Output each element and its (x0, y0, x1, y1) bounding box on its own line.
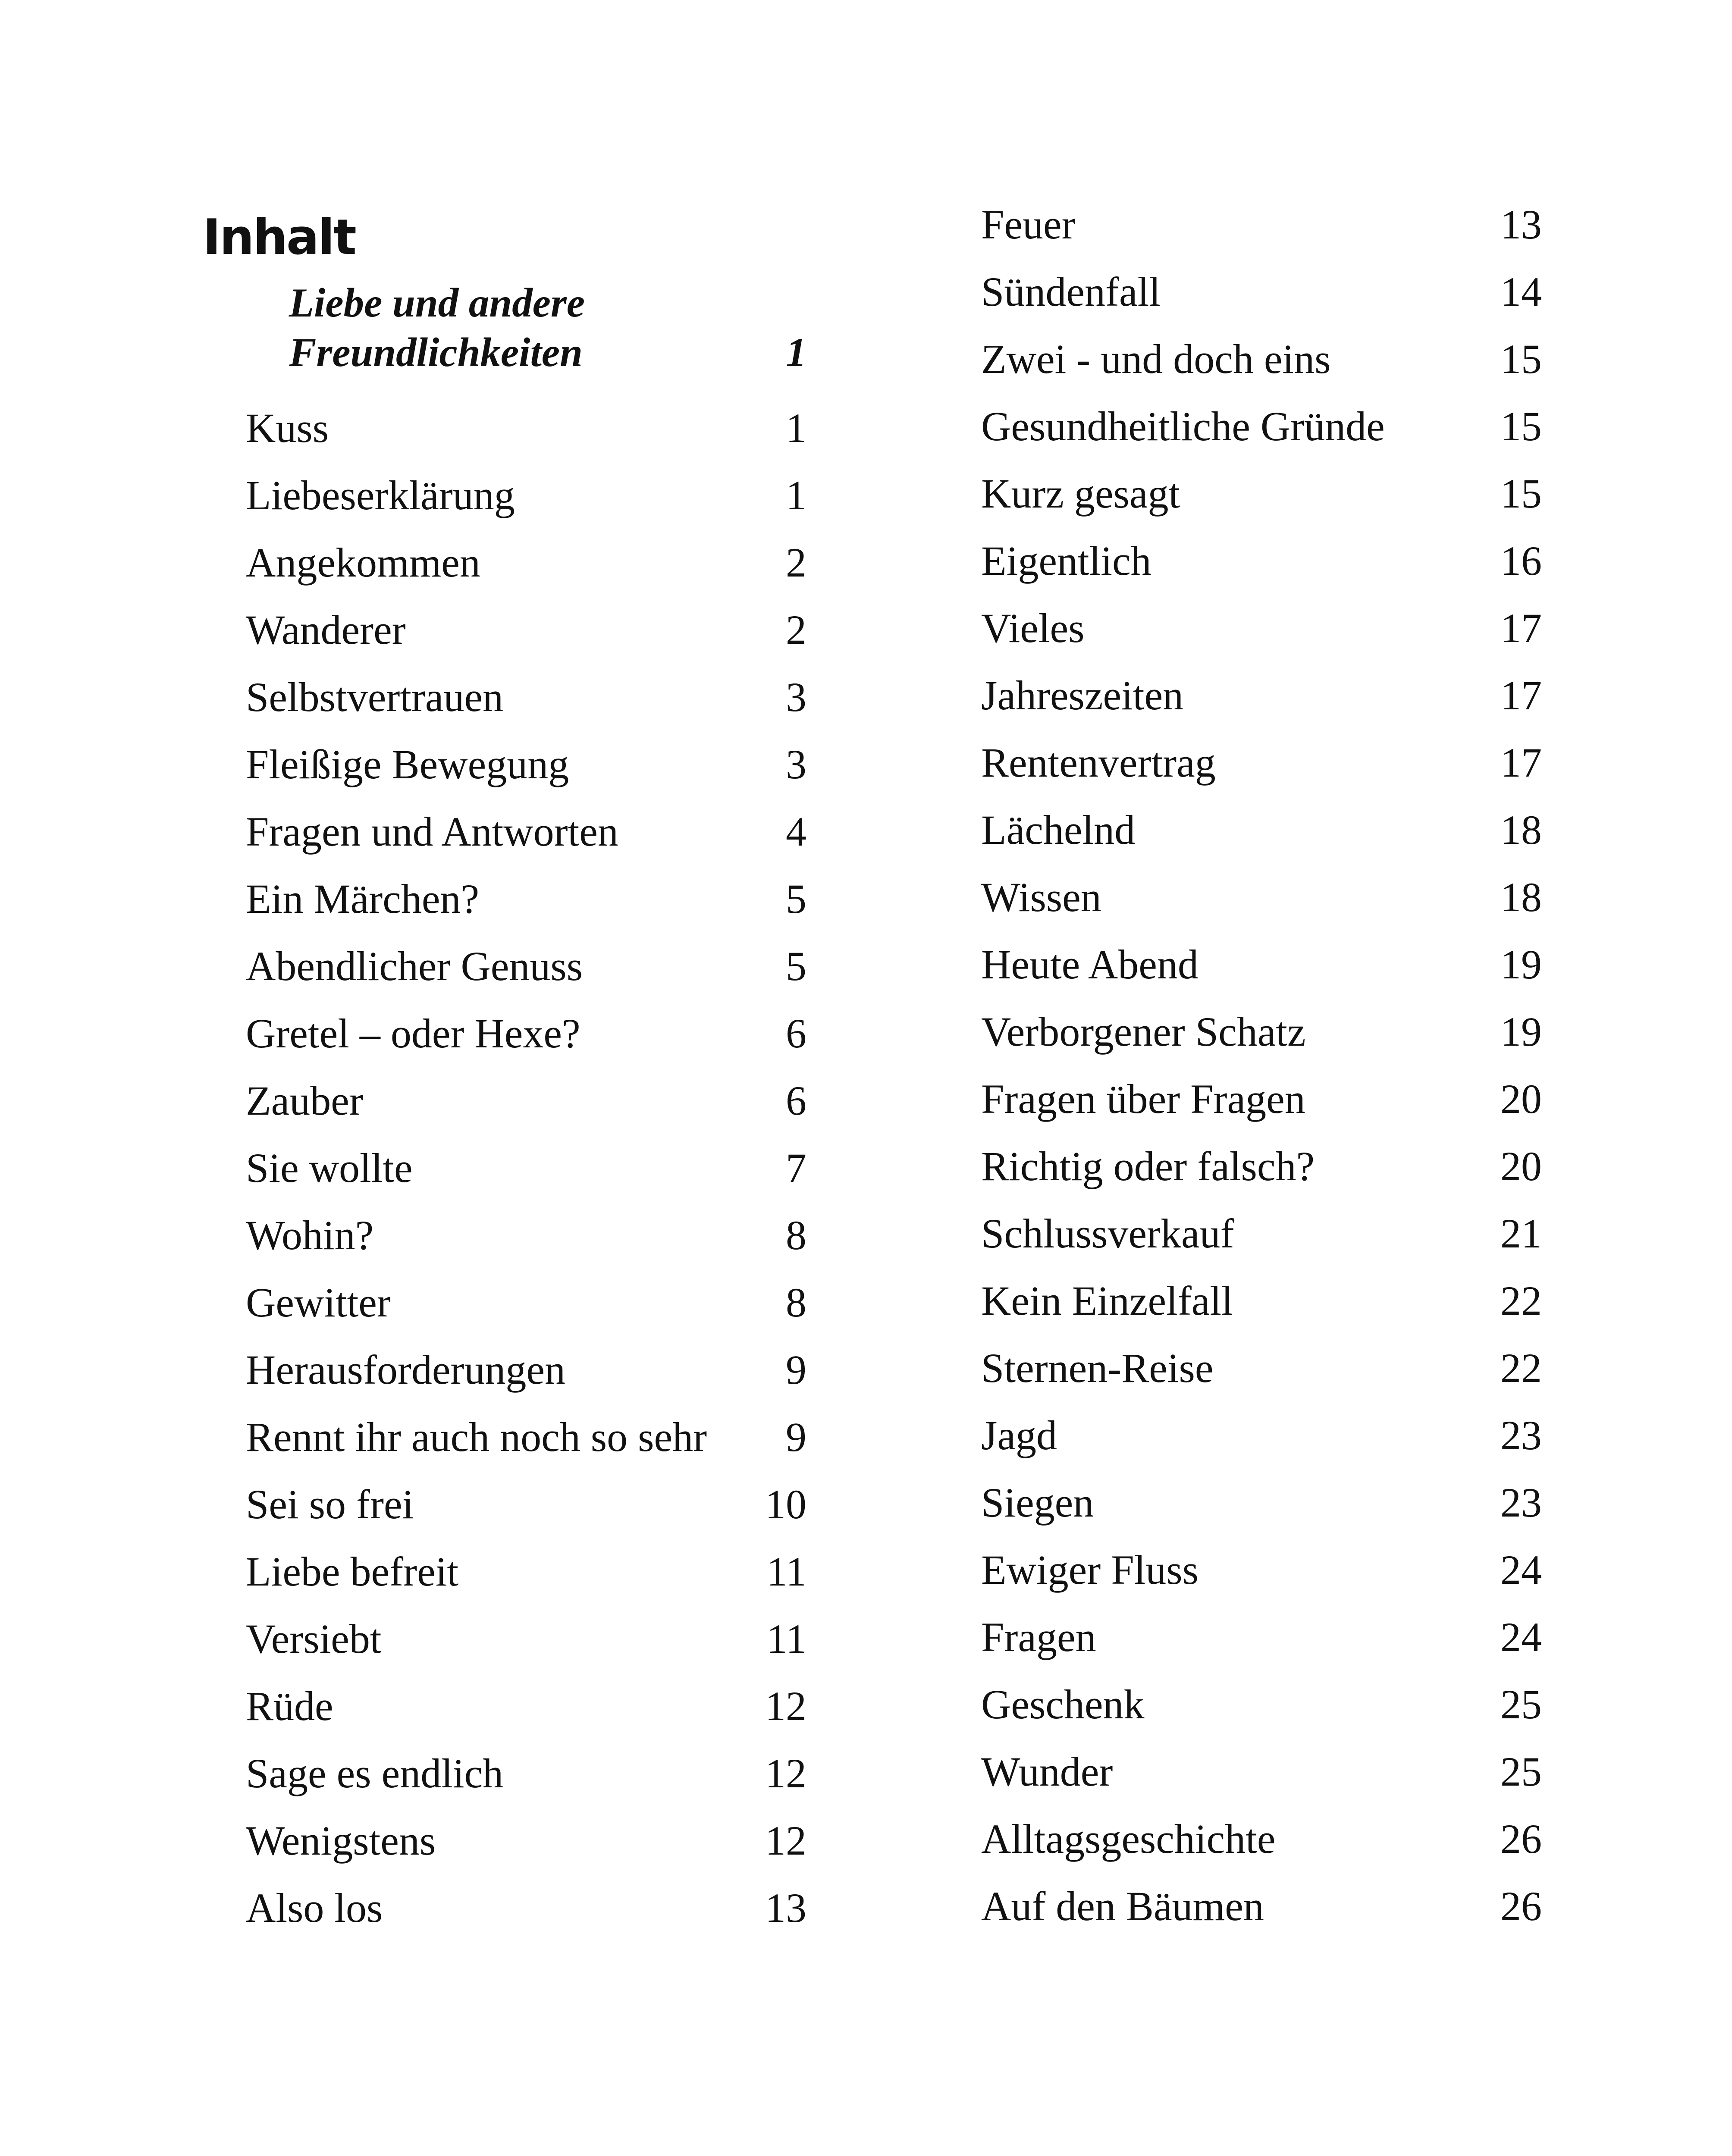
toc-entry-title: Jagd (981, 1412, 1057, 1458)
toc-entry[interactable] (981, 1536, 1542, 1604)
toc-entry[interactable] (246, 865, 806, 933)
toc-entry-title: Rennt ihr auch noch so sehr (246, 1414, 707, 1460)
toc-entry-title: Wohin? (246, 1212, 374, 1258)
toc-entry[interactable] (981, 595, 1542, 662)
toc-entry-title: Gretel – oder Hexe? (246, 1010, 580, 1056)
toc-entry-title: Sage es endlich (246, 1750, 504, 1796)
toc-entry-page-number: 11 (766, 1616, 806, 1662)
toc-entry[interactable] (246, 1067, 806, 1134)
toc-entry[interactable] (246, 1807, 806, 1874)
toc-entry-title: Gesundheitliche Gründe (981, 403, 1385, 449)
toc-entry-title: Alltagsgeschichte (981, 1816, 1276, 1862)
toc-entry-page-number: 2 (786, 539, 806, 586)
toc-entry-title: Heute Abend (981, 941, 1199, 987)
toc-entry[interactable] (246, 1874, 806, 1942)
toc-entry[interactable] (246, 933, 806, 1000)
toc-entry-page-number: 9 (786, 1414, 806, 1460)
toc-entry[interactable] (981, 460, 1542, 527)
toc-entry-title: Jahreszeiten (981, 672, 1184, 718)
toc-entry-page-number: 20 (1500, 1076, 1542, 1122)
toc-entry-title: Sternen-Reise (981, 1345, 1214, 1391)
toc-entry[interactable] (246, 798, 806, 865)
toc-entry-title: Sündenfall (981, 269, 1161, 315)
toc-entry-title: Kurz gesagt (981, 470, 1180, 517)
toc-entry[interactable] (981, 1604, 1542, 1671)
toc-entry[interactable] (981, 191, 1542, 258)
toc-entry-title: Rentenvertrag (981, 740, 1216, 786)
toc-entry[interactable] (981, 1805, 1542, 1873)
toc-entry-page-number: 14 (1500, 269, 1542, 315)
toc-entry-title: Rüde (246, 1683, 333, 1729)
toc-entry-page-number: 3 (786, 741, 806, 787)
toc-entry-page-number: 8 (786, 1279, 806, 1326)
toc-entry-page-number: 12 (765, 1750, 806, 1796)
toc-entry-page-number: 6 (786, 1078, 806, 1124)
toc-entry[interactable] (981, 1402, 1542, 1469)
toc-entry-page-number: 2 (786, 607, 806, 653)
toc-entry-title: Kein Einzelfall (981, 1278, 1233, 1324)
toc-entry-title: Fragen (981, 1614, 1096, 1660)
toc-entry-title: Abendlicher Genuss (246, 943, 583, 989)
toc-entry-page-number: 15 (1500, 403, 1542, 449)
toc-entry-page-number: 22 (1500, 1278, 1542, 1324)
toc-entry-page-number: 12 (765, 1683, 806, 1729)
toc-entry-title: Auf den Bäumen (981, 1883, 1264, 1929)
toc-entry-page-number: 5 (786, 876, 806, 922)
toc-entry[interactable] (246, 395, 806, 462)
toc-entry-title: Geschenk (981, 1681, 1145, 1727)
toc-entry-page-number: 24 (1500, 1614, 1542, 1660)
toc-entry[interactable] (981, 393, 1542, 460)
toc-entry-page-number: 23 (1500, 1479, 1542, 1526)
toc-entry-title: Wissen (981, 874, 1101, 920)
toc-entry-page-number: 13 (1500, 201, 1542, 248)
toc-entry-title: Fragen und Antworten (246, 808, 618, 855)
toc-entry-title: Kuss (246, 405, 329, 451)
section-title-line-2: Freundlichkeiten (289, 329, 583, 375)
toc-entry-page-number: 19 (1500, 941, 1542, 987)
toc-entry-title: Gewitter (246, 1279, 391, 1326)
toc-entry-page-number: 25 (1500, 1749, 1542, 1795)
toc-entry-page-number: 16 (1500, 538, 1542, 584)
toc-entry-title: Wenigstens (246, 1818, 436, 1864)
toc-entry-title: Sie wollte (246, 1145, 413, 1191)
toc-heading: Inhalt (203, 209, 355, 266)
toc-entry-title: Verborgener Schatz (981, 1009, 1306, 1055)
toc-entry-title: Zauber (246, 1078, 363, 1124)
toc-entry-page-number: 1 (786, 405, 806, 451)
toc-entry-page-number: 17 (1500, 740, 1542, 786)
toc-entry[interactable] (981, 864, 1542, 931)
toc-entry-title: Liebe befreit (246, 1548, 459, 1595)
toc-entry[interactable] (981, 796, 1542, 864)
toc-entry[interactable] (246, 1740, 806, 1807)
toc-entry-title: Liebeserklärung (246, 472, 515, 518)
toc-entry-title: Wunder (981, 1749, 1113, 1795)
toc-entry[interactable] (981, 1671, 1542, 1738)
section-page-number: 1 (786, 329, 806, 375)
toc-entry-page-number: 20 (1500, 1143, 1542, 1189)
toc-entry-page-number: 17 (1500, 605, 1542, 651)
toc-entry-page-number: 17 (1500, 672, 1542, 718)
toc-entry[interactable] (246, 731, 806, 798)
toc-entry-page-number: 13 (765, 1885, 806, 1931)
toc-entry-page-number: 18 (1500, 874, 1542, 920)
toc-entry-title: Fragen über Fragen (981, 1076, 1305, 1122)
toc-entry-page-number: 8 (786, 1212, 806, 1258)
toc-entry[interactable] (246, 1605, 806, 1673)
toc-entry-title: Feuer (981, 201, 1076, 248)
toc-entry[interactable] (246, 529, 806, 596)
toc-entry[interactable] (981, 998, 1542, 1065)
toc-entry[interactable] (981, 1469, 1542, 1536)
toc-entry[interactable] (981, 662, 1542, 729)
toc-entry-title: Zwei - und doch eins (981, 336, 1331, 382)
toc-entry[interactable] (981, 1738, 1542, 1805)
toc-entry-title: Also los (246, 1885, 383, 1931)
toc-entry-title: Lächelnd (981, 807, 1136, 853)
toc-entry-page-number: 1 (786, 472, 806, 518)
toc-entry[interactable] (981, 1133, 1542, 1200)
toc-entry[interactable] (246, 1336, 806, 1404)
toc-entry-page-number: 15 (1500, 470, 1542, 517)
toc-entry-page-number: 5 (786, 943, 806, 989)
toc-entry[interactable] (981, 729, 1542, 796)
toc-entry[interactable] (981, 258, 1542, 326)
toc-entry-page-number: 15 (1500, 336, 1542, 382)
toc-entry-page-number: 26 (1500, 1883, 1542, 1929)
toc-entry-page-number: 9 (786, 1347, 806, 1393)
toc-entry[interactable] (246, 1538, 806, 1605)
toc-right-column (981, 191, 1542, 1940)
toc-entry[interactable] (246, 596, 806, 664)
toc-entry-title: Siegen (981, 1479, 1094, 1526)
toc-entry-title: Versiebt (246, 1616, 382, 1662)
toc-entry[interactable] (246, 664, 806, 731)
toc-entry-page-number: 3 (786, 674, 806, 720)
toc-entry[interactable] (981, 1200, 1542, 1267)
toc-entry-title: Selbstvertrauen (246, 674, 504, 720)
toc-entry[interactable] (246, 1134, 806, 1202)
toc-entry[interactable] (246, 1673, 806, 1740)
toc-entry-page-number: 12 (765, 1818, 806, 1864)
toc-section-heading[interactable] (289, 278, 806, 377)
toc-entry[interactable] (246, 1471, 806, 1538)
toc-entry-page-number: 23 (1500, 1412, 1542, 1458)
toc-entry-page-number: 22 (1500, 1345, 1542, 1391)
toc-left-column (246, 395, 806, 1942)
toc-entry[interactable] (981, 527, 1542, 595)
toc-entry[interactable] (981, 326, 1542, 393)
toc-entry-page-number: 11 (766, 1548, 806, 1595)
toc-entry-page-number: 26 (1500, 1816, 1542, 1862)
toc-entry[interactable] (246, 1404, 806, 1471)
toc-entry-title: Richtig oder falsch? (981, 1143, 1315, 1189)
toc-entry-page-number: 18 (1500, 807, 1542, 853)
toc-entry-title: Eigentlich (981, 538, 1152, 584)
toc-entry-page-number: 25 (1500, 1681, 1542, 1727)
toc-entry-title: Wanderer (246, 607, 406, 653)
toc-entry[interactable] (246, 1202, 806, 1269)
toc-entry-title: Angekommen (246, 539, 480, 586)
toc-entry-page-number: 19 (1500, 1009, 1542, 1055)
toc-entry-page-number: 24 (1500, 1547, 1542, 1593)
toc-entry[interactable] (981, 1267, 1542, 1335)
toc-entry-page-number: 4 (786, 808, 806, 855)
toc-entry-page-number: 21 (1500, 1210, 1542, 1257)
toc-entry-title: Fleißige Bewegung (246, 741, 569, 787)
toc-entry-title: Herausforderungen (246, 1347, 565, 1393)
toc-entry[interactable] (981, 1065, 1542, 1133)
toc-entry-page-number: 10 (765, 1481, 806, 1527)
toc-entry[interactable] (246, 462, 806, 529)
toc-entry[interactable] (981, 1335, 1542, 1402)
toc-entry-page-number: 6 (786, 1010, 806, 1056)
toc-entry[interactable] (981, 931, 1542, 998)
toc-entry-page-number: 7 (786, 1145, 806, 1191)
toc-entry-title: Sei so frei (246, 1481, 414, 1527)
toc-entry-title: Vieles (981, 605, 1085, 651)
toc-entry-title: Ein Märchen? (246, 876, 480, 922)
toc-entry-title: Ewiger Fluss (981, 1547, 1199, 1593)
toc-entry-title: Schlussverkauf (981, 1210, 1234, 1257)
toc-entry[interactable] (981, 1873, 1542, 1940)
section-title-line-1: Liebe und andere (289, 280, 585, 326)
toc-entry[interactable] (246, 1000, 806, 1067)
toc-entry[interactable] (246, 1269, 806, 1336)
